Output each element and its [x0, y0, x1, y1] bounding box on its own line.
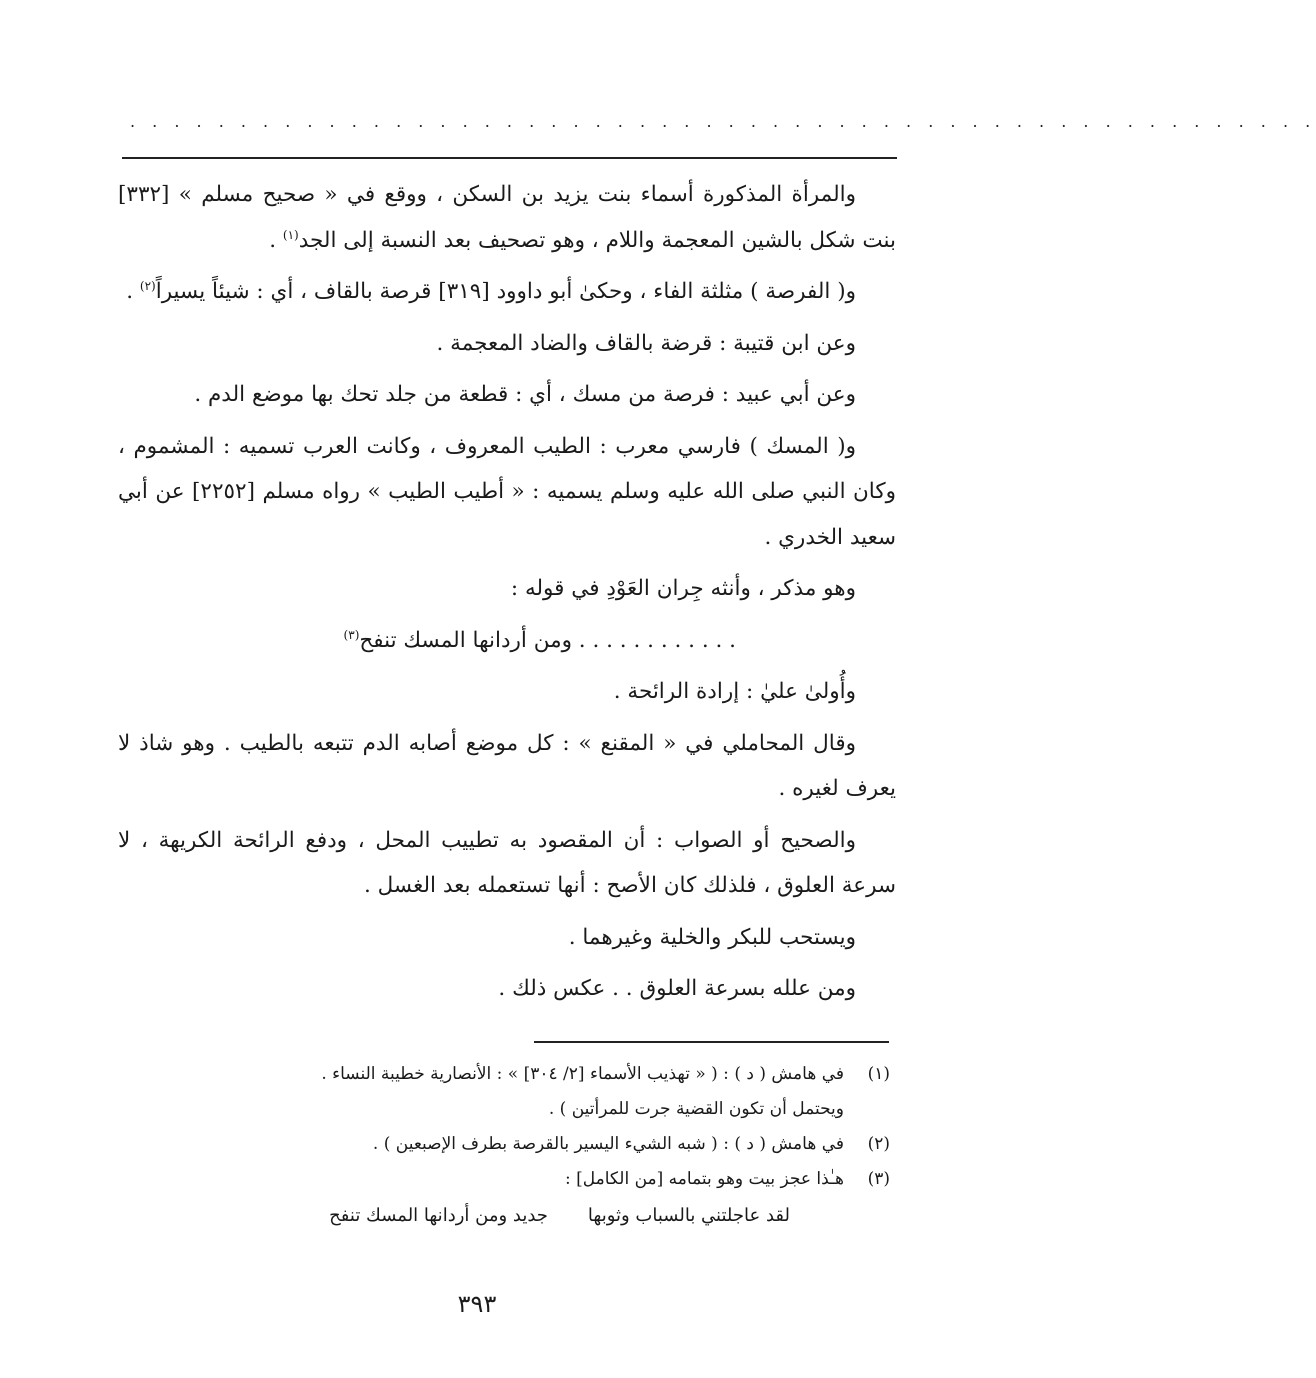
- verse-gap: [548, 1197, 588, 1235]
- footnote-rule: [534, 1041, 889, 1043]
- page-number: ٣٩٣: [457, 1290, 497, 1318]
- paragraph-3: وعن ابن قتيبة : قرضة بالقاف والضاد المعجمة .: [436, 330, 856, 356]
- main-text: [118, 172, 896, 1018]
- paragraph-2-text: و( الفرصة ) مثلثة الفاء ، وحكىٰ أبو داوود [٣١٩] قرصة بالقاف ، أي : شيئاً يسيراً: [155, 279, 856, 304]
- footnote-ref-1[interactable]: (١): [282, 227, 299, 242]
- header-dotted-line: . . . . . . . . . . . . . . . . . . . . . . . . . . . . . . . . . . . . . . . . . . . . . . . . . . . . . .: [130, 112, 1316, 131]
- footnote-1: [130, 1057, 890, 1092]
- verse-second-hemistich: جديد ومن أردانها المسك تنفح: [329, 1205, 548, 1226]
- footnote-1-continuation: ويحتمل أن تكون القضية جرت للمرأتين ) .: [548, 1099, 844, 1119]
- verse-first-hemistich: لقد عاجلتني بالسباب وثوبها: [587, 1205, 790, 1226]
- verse-line: [118, 618, 896, 664]
- paragraph-8: وقال المحاملي في « المقنع » : كل موضع أصابه الدم تتبعه بالطيب . وهو شاذ لا يعرف لغيره .: [118, 730, 896, 801]
- paragraph-1-end: .: [269, 227, 283, 253]
- footnote-1-number: (١): [867, 1064, 890, 1084]
- footnote-3: [130, 1162, 890, 1197]
- paragraph-4: وعن أبي عبيد : فرصة من مسك ، أي : قطعة من جلد تحك بها موضع الدم .: [194, 382, 856, 407]
- paragraph-6: وهو مذكر ، وأنثه جِران العَوْدِ في قوله :: [510, 576, 856, 601]
- footnote-ref-2[interactable]: (٢): [139, 278, 156, 293]
- paragraph-5: و( المسك ) فارسي معرب : الطيب المعروف ، وكانت العرب تسميه : المشموم ، وكان النبي صلى الله عليه وسلم يسميه : « أطيب الطيب » رواه مسلم [٢٢٥٢] عن أبي سعيد الخدري .: [118, 433, 896, 550]
- footnote-2-number: (٢): [867, 1134, 890, 1154]
- paragraph-1-text: والمرأة المذكورة أسماء بنت يزيد بن السكن ، ووقع في « صحيح مسلم » [٣٣٢] بنت شكل بالشين المعجمة واللام ، وهو تصحيف بعد النسبة إلى الجد: [118, 182, 896, 253]
- paragraph-2: [118, 269, 896, 315]
- footnote-2-text: في هامش ( د ) : ( شبه الشيء اليسير بالقرصة بطرف الإصبعين ) .: [372, 1134, 844, 1154]
- paragraph-2-end: .: [126, 279, 140, 304]
- footnote-3-verse: [130, 1197, 890, 1235]
- paragraph-11: ومن علله بسرعة العلوق . . عكس ذلك .: [498, 976, 856, 1001]
- paragraph-7: وأُولىٰ عليٰ : إرادة الرائحة .: [613, 679, 856, 704]
- footnote-1-text: في هامش ( د ) : ( « تهذيب الأسماء [٢/ ٣٠٤] » : الأنصارية خطيبة النساء .: [321, 1064, 844, 1084]
- footnote-ref-3[interactable]: (٣): [343, 627, 360, 642]
- footnote-2: [130, 1127, 890, 1162]
- verse-text: . . . . . . . . . . . . ومن أردانها المسك تنفح: [359, 627, 736, 653]
- paragraph-10: ويستحب للبكر والخلية وغيرهما .: [568, 924, 856, 950]
- paragraph-9: والصحيح أو الصواب : أن المقصود به تطييب المحل ، ودفع الرائحة الكريهة ، لا سرعة العلوق ، فلذلك كان الأصح : أنها تستعمله بعد الغسل .: [118, 827, 896, 898]
- footnote-3-number: (٣): [867, 1169, 890, 1189]
- paragraph-1: [118, 172, 896, 263]
- footnotes: [130, 1057, 890, 1235]
- header-rule: [122, 157, 897, 159]
- footnote-3-text: هـٰذا عجز بيت وهو بتمامه [من الكامل] :: [564, 1169, 844, 1189]
